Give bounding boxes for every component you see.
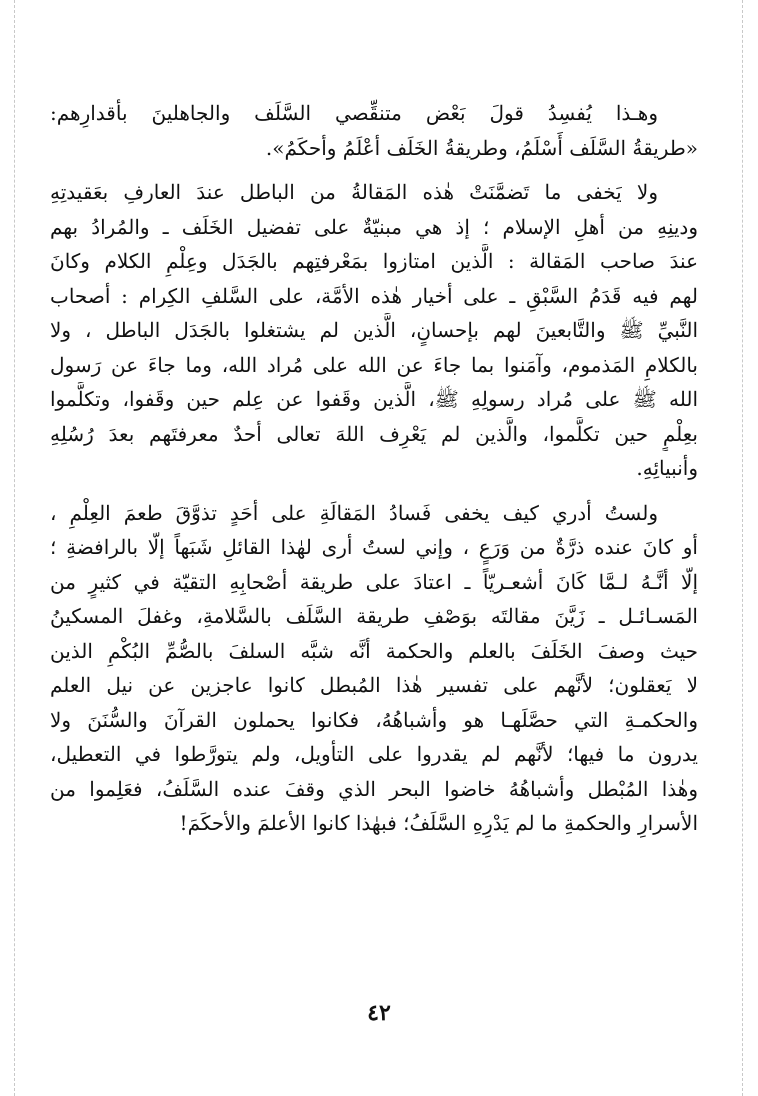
text-line: حيث وصفَ الخَلَفَ بالعلم والحكمة أنَّه شبَّه السلفَ بالصُّمِّ البُكْمِ الذين — [50, 638, 698, 663]
text-line: بعِلْمٍ حين تكلَّموا، والَّذين لم يَعْرِف اللهَ تعالى أحدٌ معرفتَهم بعدَ رُسُلِهِ — [50, 421, 698, 446]
text-line: النَّبيِّ ﷺ والتَّابعينَ لهم بإحسانٍ، الَّذين لم يشتغلوا بالجَدَل الباطل ، ولا — [50, 318, 698, 342]
text-line: ولا يَخفى ما تَضمَّنَتْ هٰذه المَقالةُ من الباطل عندَ العارفِ بعَقيدتِهِ — [50, 180, 658, 204]
text-line: ودينِهِ من أهلِ الإسلام ؛ إذ هي مبنيّةٌ على تفضيل الخَلَف ـ والمُرادُ بهم — [50, 214, 698, 239]
paragraph — [50, 96, 698, 165]
paragraph-gap — [50, 165, 698, 175]
text-line: إلّا أنَّـهُ لـمَّا كَانَ أشعـريّاً ـ اعتادَ على طريقة أصْحابِهِ التقيّة في كثيرٍ من — [50, 569, 698, 594]
text-line: لهم فيه قَدَمُ السَّبْقِ ـ على أخيار هٰذه الأمَّة، على السَّلفِ الكِرام : أصحاب — [50, 283, 698, 308]
left-margin-guide — [14, 0, 15, 1096]
text-line: وهـذا يُفسِدُ قولَ بَعْض متنقِّصي السَّلَف والجاهلينَ بأقدارِهم: — [50, 101, 658, 125]
text-line: يدرون ما فيها؛ لأنَّهم لم يقدروا على التأويل، ولم يتورَّطوا في التعطيل، — [50, 742, 698, 766]
page-number: ٤٢ — [367, 1000, 391, 1026]
paragraph — [50, 175, 698, 486]
paragraph-gap — [50, 486, 698, 496]
body-text — [50, 96, 698, 841]
text-line: عندَ صاحب المَقالة : الَّذين امتازوا بمَعْرفتِهم بالجَدَل وعِلْمِ الكلام وكانَ — [50, 249, 698, 273]
text-line: وهٰذا المُبْطل وأشباهُهُ خاضوا البحر الذي وقفَ عنده السَّلَفُ، فعَلِموا من — [50, 776, 698, 801]
text-line: «طريقةُ السَّلَف أَسْلَمُ، وطريقةُ الخَلَف أعْلَمُ وأحكَمُ». — [265, 135, 698, 160]
text-line: والحكمـةِ التي حصَّلَهـا هو وأشباهُهُ، فكانوا يحملون القرآنَ والسُّنَنَ ولا — [50, 707, 698, 732]
text-line: لا يَعقلون؛ لأنَّهم على تفسير هٰذا المُبطل كانوا عاجزين عن نيل العلم — [50, 673, 698, 697]
text-line: بالكلامِ المَذموم، وآمَنوا بما جاءَ عن الله على مُراد الله، وما جاءَ عن رَسول — [50, 352, 698, 377]
text-line: المَسـائـل ـ زَيَّنَ مقالتَه بوَصْفِ طريقة السَّلَف بالسَّلامةِ، وغفلَ المسكينُ — [50, 604, 698, 628]
paragraph — [50, 496, 698, 841]
text-line: الأسرارِ والحكمةِ ما لم يَدْرِهِ السَّلَفُ؛ فبهٰذا كانوا الأعلمَ والأحكَمَ! — [179, 811, 698, 835]
text-line: ولستُ أدري كيف يخفى فَسادُ المَقالَةِ على أحَدٍ تذوَّقَ طعمَ العِلْمِ ، — [50, 500, 658, 525]
text-line: الله ﷺ على مُراد رسولِهِ ﷺ، الَّذين وقَفوا عن عِلم حين وقَفوا، وتكلَّموا — [50, 387, 698, 411]
text-line: وأنبيائِهِ. — [636, 456, 698, 480]
right-margin-guide — [742, 0, 743, 1096]
text-line: أو كانَ عنده ذرَّةٌ من وَرَعٍ ، وإني لستُ أرى لهٰذا القائلِ شَبَهاً إلّا بالرافضةِ ؛ — [50, 535, 698, 559]
